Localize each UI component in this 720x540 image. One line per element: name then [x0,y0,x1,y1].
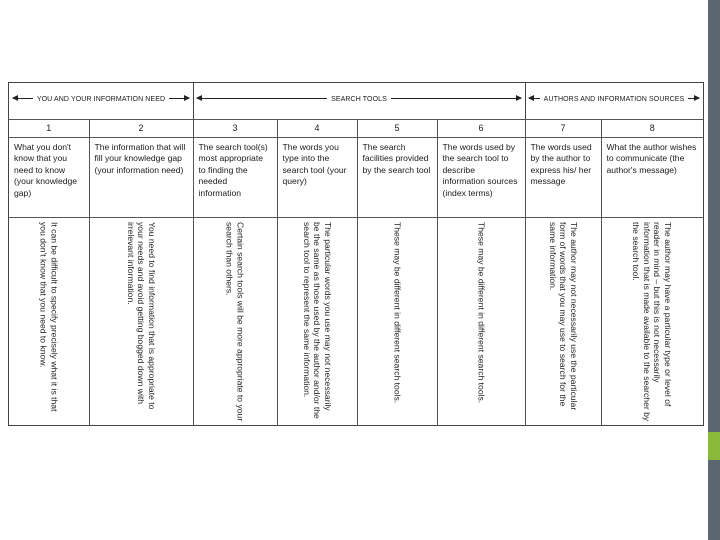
note-cell [89,218,193,426]
columns-table [9,119,703,426]
column-note: The particular words you use may not necessarily be the same as those used by the author and/or the search tool to represent the same information. [301,221,333,419]
group-header-tools [193,86,525,112]
column-heading: What you don't know that you need to know (your knowledge gap) [9,138,89,218]
column-number: 5 [357,120,437,138]
note-cell [437,218,525,426]
column-heading: The information that will fill your knowledge gap (your information need) [89,138,193,218]
column-number: 4 [277,120,357,138]
group-label: SEARCH TOOLS [327,96,391,103]
accent-bar [708,432,720,460]
column-note: You need to find information that is appropriate to your needs and avoid getting bogged down with irrelevant information. [125,221,157,410]
note-row [9,218,703,426]
group-header-authors [525,86,703,112]
note-cell [525,218,601,426]
group-label: AUTHORS AND INFORMATION SOURCES [540,96,689,103]
column-heading: What the author wishes to communicate (the author's message) [601,138,703,218]
column-note: These may be different in different search tools. [392,221,403,403]
column-note: These may be different in different search tools. [476,221,487,403]
column-heading: The words you type into the search tool (your query) [277,138,357,218]
heading-row [9,138,703,218]
column-number: 8 [601,120,703,138]
column-note: Certain search tools will be more appropriate to your search than others. [225,221,246,421]
group-label: YOU AND YOUR INFORMATION NEED [33,96,169,103]
column-number: 7 [525,120,601,138]
search-process-figure [8,82,704,426]
column-note: The author may not necessarily use the particular form of words that you may use to search for the same information. [547,221,579,410]
group-header-need [9,86,193,112]
note-cell [277,218,357,426]
note-cell [9,218,89,426]
column-note: The author may have a particular type or level of reader in mind – but this is not necessarily information that is made available to the searcher by the search tool. [631,221,674,421]
column-note: It can be difficult to specify precisely what it is that you don't know that you need to know. [38,221,60,412]
column-heading: The search tool(s) most appropriate to finding the needed information [193,138,277,218]
column-number: 3 [193,120,277,138]
column-heading: The words used by the search tool to describe information sources (index terms) [437,138,525,218]
note-cell [357,218,437,426]
column-heading: The search facilities provided by the search tool [357,138,437,218]
number-row [9,120,703,138]
column-number: 2 [89,120,193,138]
column-number: 6 [437,120,525,138]
column-heading: The words used by the author to express his/ her message [525,138,601,218]
note-cell [193,218,277,426]
note-cell [601,218,703,426]
column-number: 1 [9,120,89,138]
